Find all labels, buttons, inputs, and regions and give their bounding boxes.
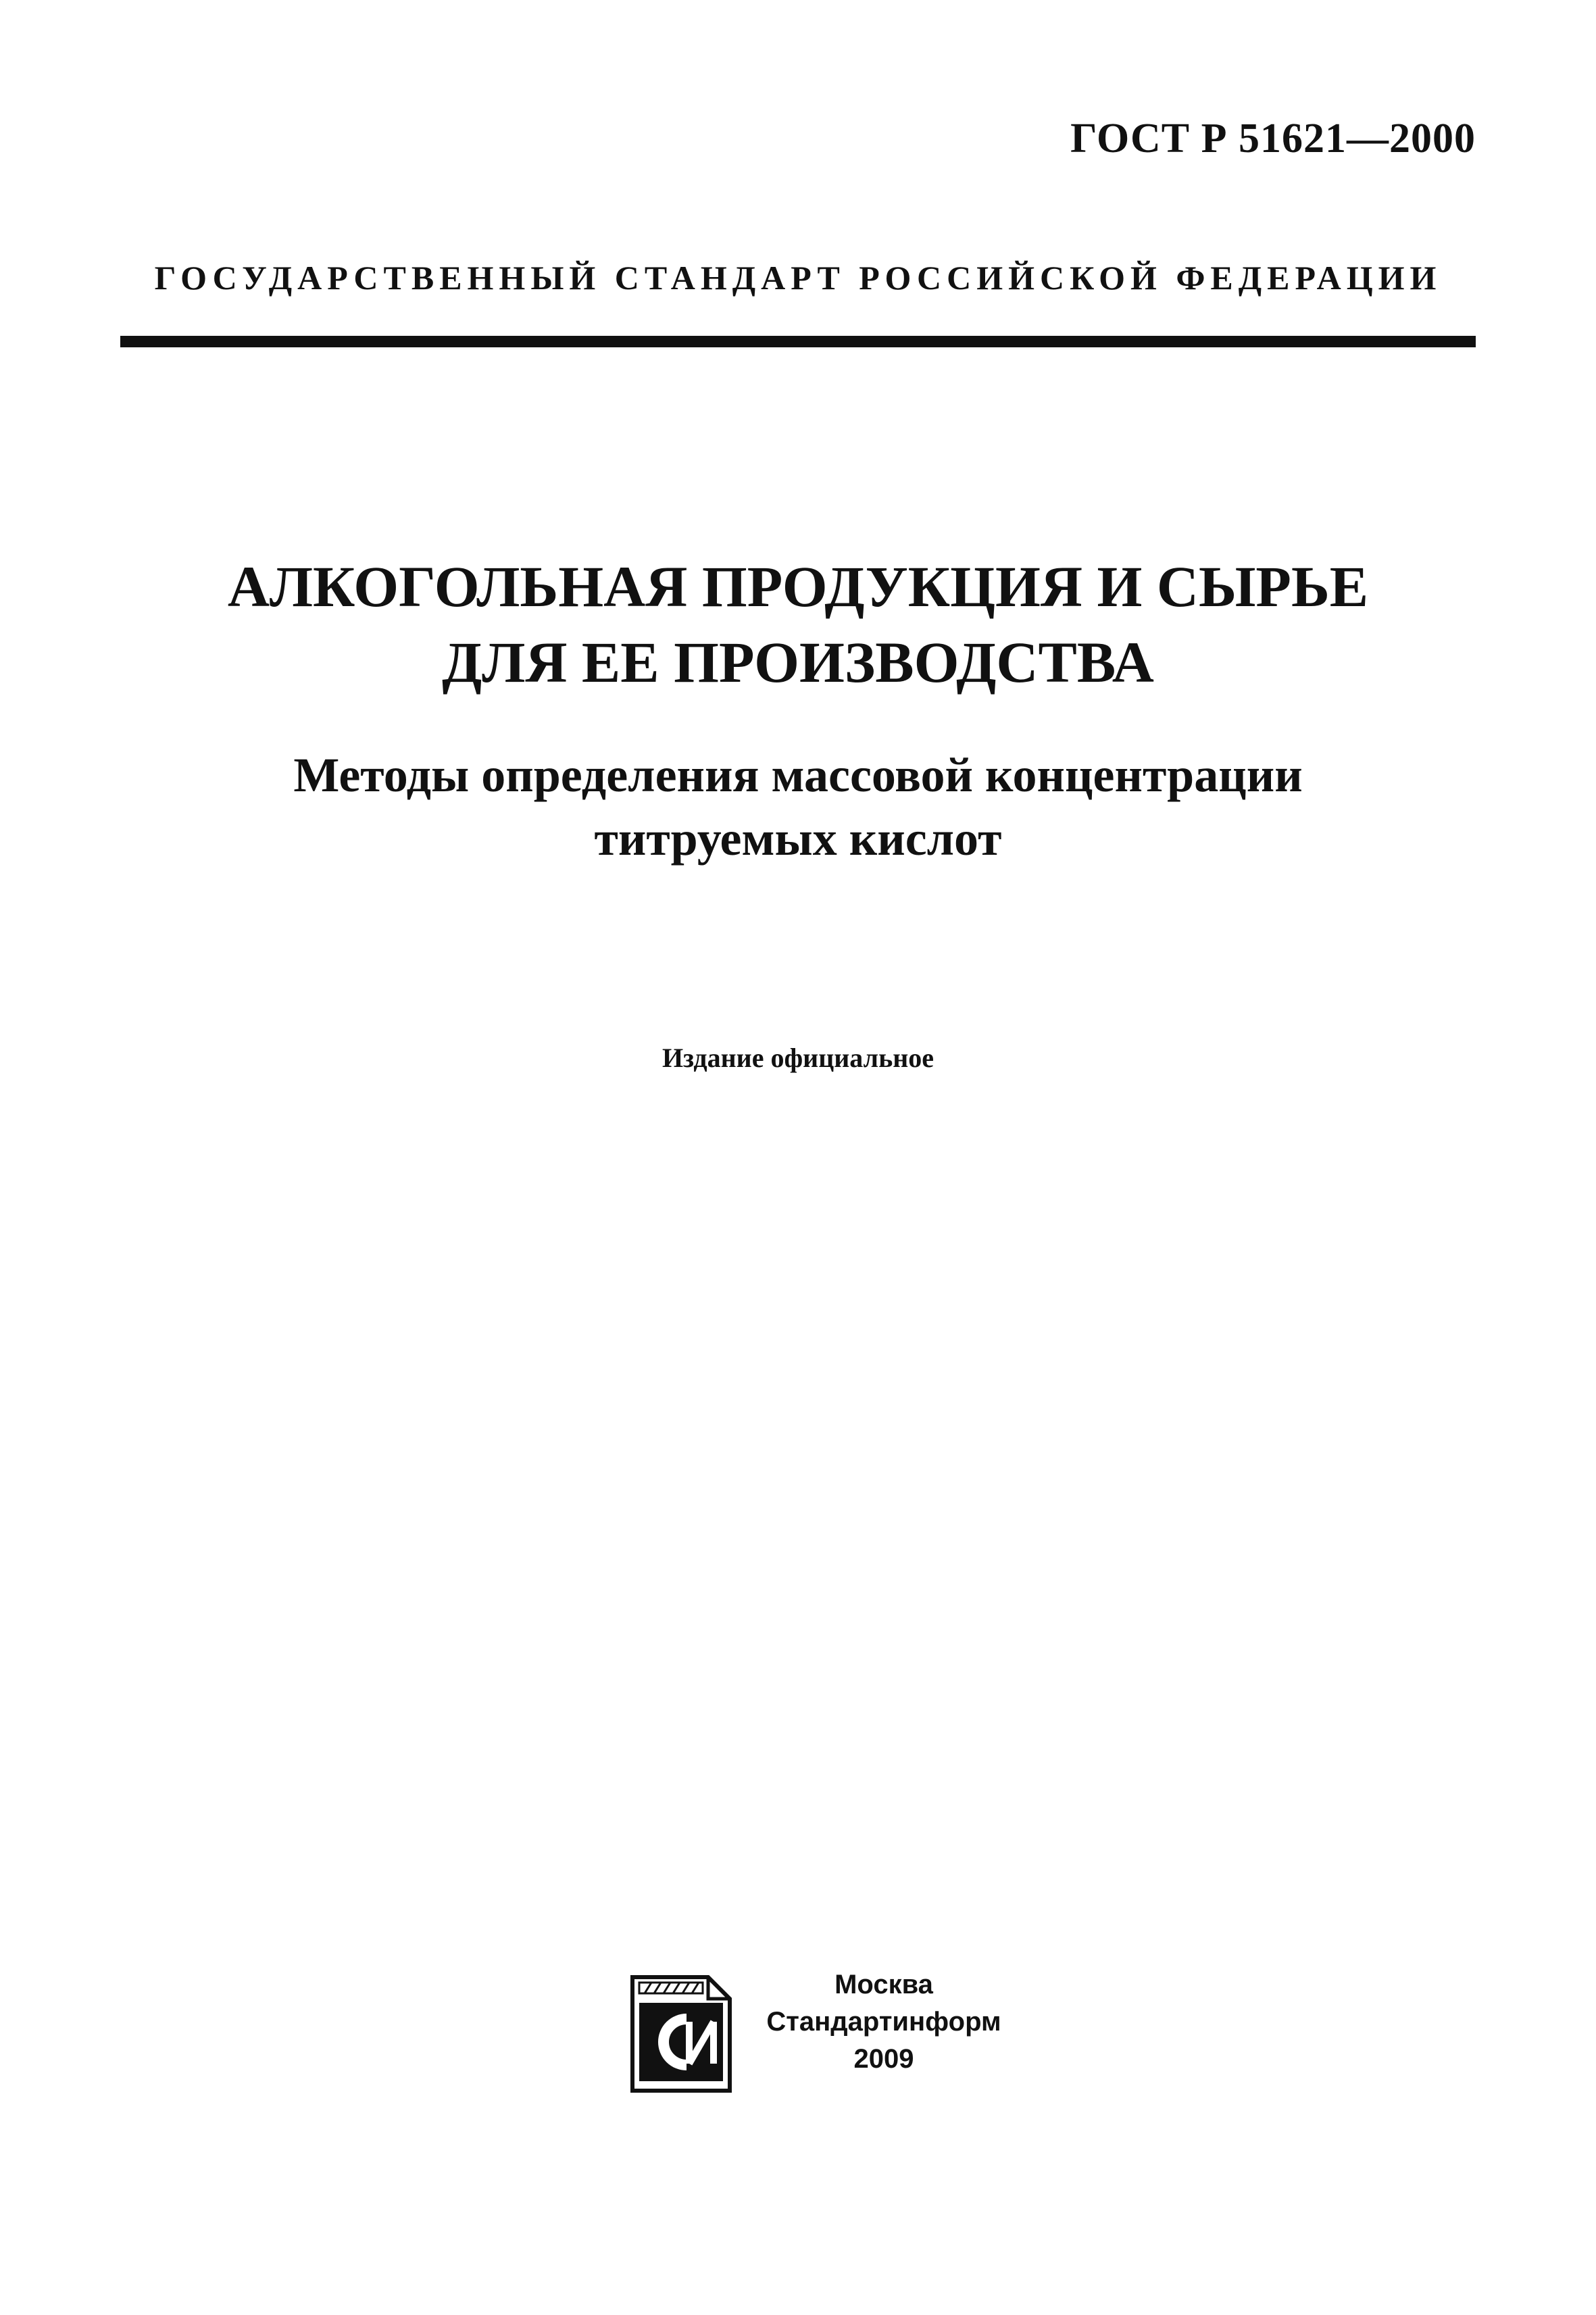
standard-type-heading: ГОСУДАРСТВЕННЫЙ СТАНДАРТ РОССИЙСКОЙ ФЕДЕРАЦИИ bbox=[154, 259, 1442, 297]
standard-code: ГОСТ Р 51621—2000 bbox=[1070, 116, 1476, 161]
document-title bbox=[0, 549, 1596, 700]
publisher-info bbox=[755, 1966, 1012, 2078]
subtitle-line-2: титруемых кислот bbox=[594, 812, 1002, 866]
publisher-city: Москва bbox=[834, 1970, 933, 1999]
document-subtitle bbox=[0, 743, 1596, 870]
publication-year: 2009 bbox=[853, 2044, 914, 2074]
header-rule bbox=[120, 336, 1476, 347]
edition-note: Издание официальное bbox=[662, 1043, 934, 1073]
publisher-name: Стандартинформ bbox=[766, 2007, 1001, 2037]
title-line-1: АЛКОГОЛЬНАЯ ПРОДУКЦИЯ И СЫРЬЕ bbox=[227, 554, 1369, 619]
publisher-block bbox=[627, 1966, 1005, 2108]
standartinform-logo-icon bbox=[627, 1973, 735, 2095]
title-line-2: ДЛЯ ЕЕ ПРОИЗВОДСТВА bbox=[442, 630, 1154, 695]
subtitle-line-1: Методы определения массовой концентрации bbox=[293, 748, 1303, 802]
